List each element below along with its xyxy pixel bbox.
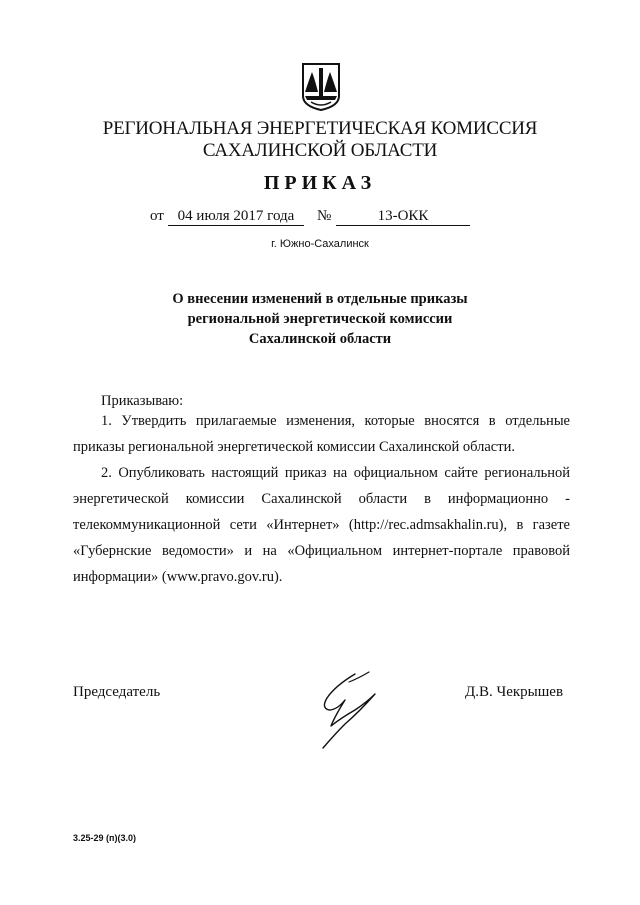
number-sign: №	[317, 208, 332, 224]
subject-line1: О внесении изменений в отдельные приказы	[172, 291, 468, 307]
date-prefix: от	[150, 208, 164, 224]
order-item-1: 1. Утвердить прилагаемые изменения, которые вносятся в отдельные приказы региональной энергетической комиссии Сахалинской области.	[73, 413, 570, 455]
city: г. Южно-Сахалинск	[271, 238, 369, 250]
coat-of-arms-icon	[301, 62, 341, 112]
form-code: 3.25-29 (п)(3.0)	[73, 833, 136, 843]
subject-line2: региональной энергетической комиссии	[187, 311, 453, 327]
signatory-name: Д.В. Чекрышев	[465, 684, 564, 700]
organization-name-line1: РЕГИОНАЛЬНАЯ ЭНЕРГЕТИЧЕСКАЯ КОМИССИЯ	[102, 118, 538, 139]
order-item-2: 2. Опубликовать настоящий приказ на официальном сайте региональной энергетической комиссии Сахалинской области в информационно - телекоммуникационной сети «Интернет» (http://rec.admsakhalin.ru), в газете «Губернские ведомости» и на «Официальном интернет-портале правовой информации» (www.pravo.gov.ru).	[73, 465, 570, 585]
organization-name-line2: САХАЛИНСКОЙ ОБЛАСТИ	[202, 140, 438, 161]
greeting: Приказываю:	[101, 393, 184, 409]
document-number: 13-ОКК	[336, 207, 470, 226]
signatory-position: Председатель	[73, 684, 161, 700]
document-subject	[0, 289, 640, 349]
document-title: ПРИКАЗ	[263, 172, 377, 194]
subject-line3: Сахалинской области	[248, 331, 392, 347]
document-date: 04 июля 2017 года	[168, 207, 304, 226]
handwritten-signature	[315, 664, 385, 750]
